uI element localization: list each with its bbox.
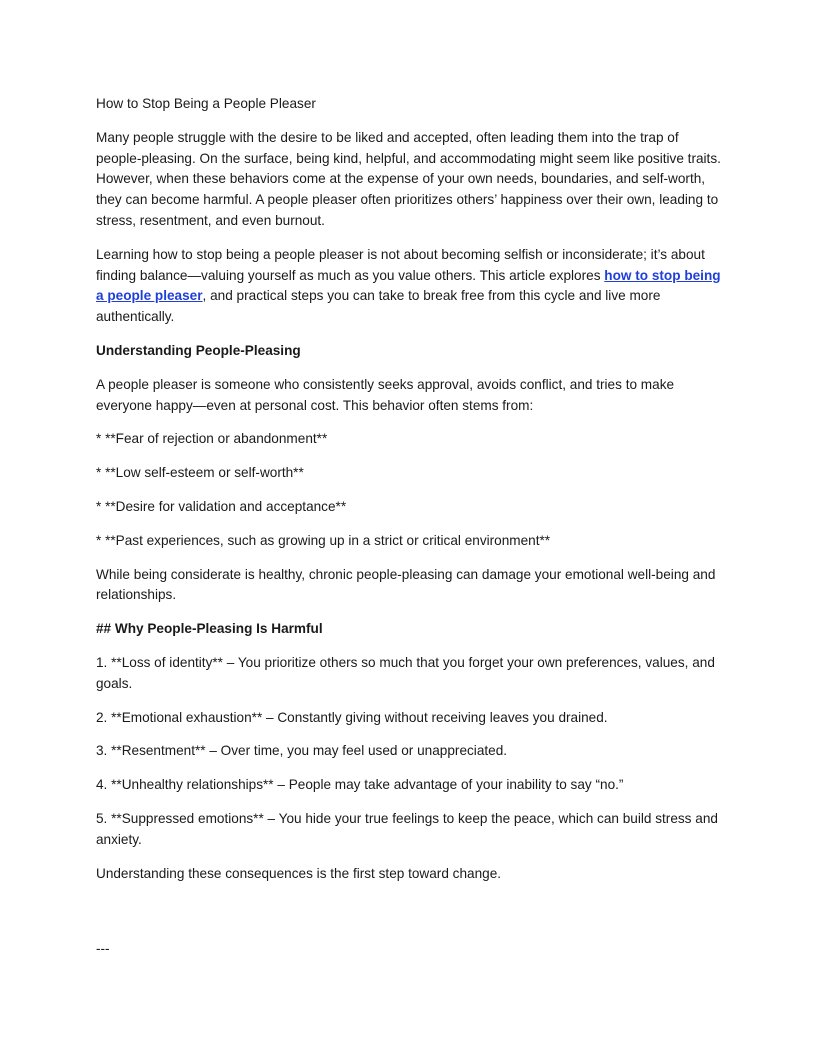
second-paragraph — [96, 245, 724, 328]
harm-list-item: 2. **Emotional exhaustion** – Constantly giving without receiving leaves you drained. — [96, 709, 608, 725]
section-heading-understanding: Understanding People-Pleasing — [96, 342, 301, 358]
section1-intro-paragraph: A people pleaser is someone who consistently seeks approval, avoids conflict, and tries to make everyone happy—even at personal cost. This behavior often stems from: — [96, 376, 675, 413]
separator-line: --- — [96, 941, 110, 957]
harm-list-item: 5. **Suppressed emotions** – You hide your true feelings to keep the peace, which can build stress and anxiety. — [96, 810, 718, 847]
harm-list-item: 1. **Loss of identity** – You prioritize others so much that you forget your own preferences, values, and goals. — [96, 654, 715, 691]
cause-list-item: * **Fear of rejection or abandonment** — [96, 431, 328, 447]
cause-list-item: * **Low self-esteem or self-worth** — [96, 465, 304, 481]
second-paragraph-text-after: , and practical steps you can take to break free from this cycle and live more authentically. — [96, 288, 661, 325]
document-page — [96, 94, 724, 973]
article-link[interactable]: how to stop being a people pleaser — [96, 267, 721, 304]
section1-outro-paragraph: While being considerate is healthy, chronic people-pleasing can damage your emotional well-being and relationships. — [96, 566, 716, 603]
section-heading-harmful: ## Why People-Pleasing Is Harmful — [96, 621, 323, 637]
harm-list-item: 3. **Resentment** – Over time, you may feel used or unappreciated. — [96, 743, 508, 759]
intro-paragraph: Many people struggle with the desire to be liked and accepted, often leading them into the trap of people-pleasing. On the surface, being kind, helpful, and accommodating might seem like positive traits. However, when these behaviors come at the expense of your own needs, boundaries, and self-worth, they can become harmful. A people pleaser often prioritizes others’ happiness over their own, leading to stress, resentment, and even burnout. — [96, 129, 721, 228]
second-paragraph-text-before: Learning how to stop being a people pleaser is not about becoming selfish or inconsiderate; it’s about finding balance—valuing yourself as much as you value others. This article explores — [96, 246, 705, 283]
document-title: How to Stop Being a People Pleaser — [96, 96, 316, 111]
section-spacer — [96, 897, 724, 939]
harm-list-item: 4. **Unhealthy relationships** – People may take advantage of your inability to say “no.” — [96, 777, 624, 793]
cause-list-item: * **Past experiences, such as growing up in a strict or critical environment** — [96, 532, 551, 548]
closing-paragraph: Understanding these consequences is the first step toward change. — [96, 865, 502, 881]
cause-list-item: * **Desire for validation and acceptance** — [96, 498, 347, 514]
